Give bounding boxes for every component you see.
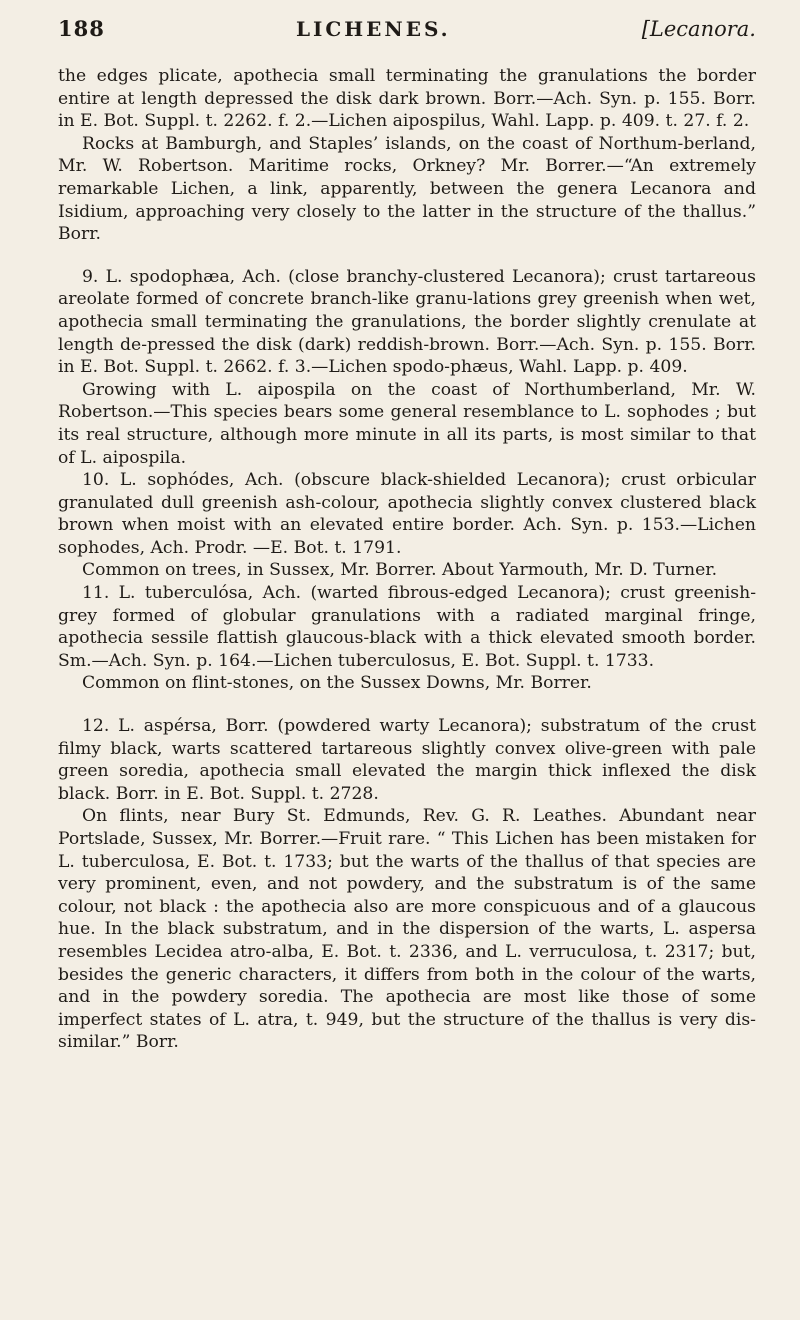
paragraph-continuation: the edges plicate, apothecia small terminating the granulations the border entire at length depressed the disk dark brown. Borr.—Ach. Syn. p. 155. Borr. in E. Bot. Suppl. t. 2262. f. 2.—Lichen aipospilus, Wahl. Lapp. p. 409. t. 27. f. 2. xyxy=(58,66,756,132)
genus-heading: [Lecanora. xyxy=(641,17,756,41)
running-title: LICHENES. xyxy=(295,17,451,41)
species-10-description: 10. L. sophódes, Ach. (obscure black-shielded Lecanora); crust orbicular granulated dull greenish ash-colour, apothecia slightly convex clustered black brown when moist with an elevated entire border. Ach. Syn. p. 153.—Lichen sophodes, Ach. Prodr. —E. Bot. t. 1791. xyxy=(58,470,756,558)
species-9-locality: Growing with L. aipospila on the coast of Northumberland, Mr. W. Robertson.—This species bears some general resemblance to L. sophodes ; but its real structure, although more minute in all its parts, is most similar to that of L. aipospila. xyxy=(58,379,756,468)
page-number: 188 xyxy=(58,16,105,41)
species-11-locality: Common on flint-stones, on the Sussex Downs, Mr. Borrer. xyxy=(82,673,592,694)
species-11-description: 11. L. tuberculósa, Ach. (warted fibrous-edged Lecanora); crust greenish-grey formed of globular granulations with a radiated marginal fringe, apothecia sessile flattish glaucous-black with a thick elevated smooth border. Sm.—Ach. Syn. p. 164.—Lichen tuberculosus, E. Bot. Suppl. t. 1733. xyxy=(58,583,756,671)
species-9-description: 9. L. spodophæa, Ach. (close branchy-clustered Lecanora); crust tartareous areolate formed of concrete branch-like granu-lations grey greenish when wet, apothecia small terminating the granulations, the border slightly crenulate at length de-pressed the disk (dark) reddish-brown. Borr.—Ach. Syn. p. 155. Borr. in E. Bot. Suppl. t. 2662. f. 3.—Lichen spodo-phæus, Wahl. Lapp. p. 409. xyxy=(58,266,756,378)
running-header xyxy=(58,16,756,41)
page-body xyxy=(58,65,756,1054)
species-12-description: 12. L. aspérsa, Borr. (powdered warty Lecanora); substratum of the crust filmy black, warts scattered tartareous slightly convex olive-green with pale green soredia, apothecia small elevated the margin thick inflexed the disk black. Borr. in E. Bot. Suppl. t. 2728. xyxy=(58,716,756,804)
species-10-locality: Common on trees, in Sussex, Mr. Borrer. About Yarmouth, Mr. D. Turner. xyxy=(82,560,718,581)
paragraph-locality: Rocks at Bamburgh, and Staples’ islands, on the coast of Northum-berland, Mr. W. Robertson. Maritime rocks, Orkney? Mr. Borrer.—“An extremely remarkable Lichen, a link, apparently, between the genera Lecanora and Isidium, approaching very closely to the latter in the structure of the thallus.” Borr. xyxy=(58,133,756,245)
species-12-locality: On flints, near Bury St. Edmunds, Rev. G. R. Leathes. Abundant near Portslade, Sussex, Mr. Borrer.—Fruit rare. “ This Lichen has been mistaken for L. tuberculosa, E. Bot. t. 1733; but the warts of the thallus of that species are very prominent, even, and not powdery, and the substratum is of the same colour, not black : the apothecia also are more conspicuous and of a glaucous hue. In the black substratum, and in the dispersion of the warts, L. aspersa resembles Lecidea atro-alba, E. Bot. t. 2336, and L. verruculosa, t. 2317; but, besides the generic characters, it differs from both in the colour of the warts, and in the powdery soredia. The apothecia are most like those of some imperfect states of L. atra, t. 949, but the structure of the thallus is very dis-similar.” Borr. xyxy=(58,806,756,1053)
